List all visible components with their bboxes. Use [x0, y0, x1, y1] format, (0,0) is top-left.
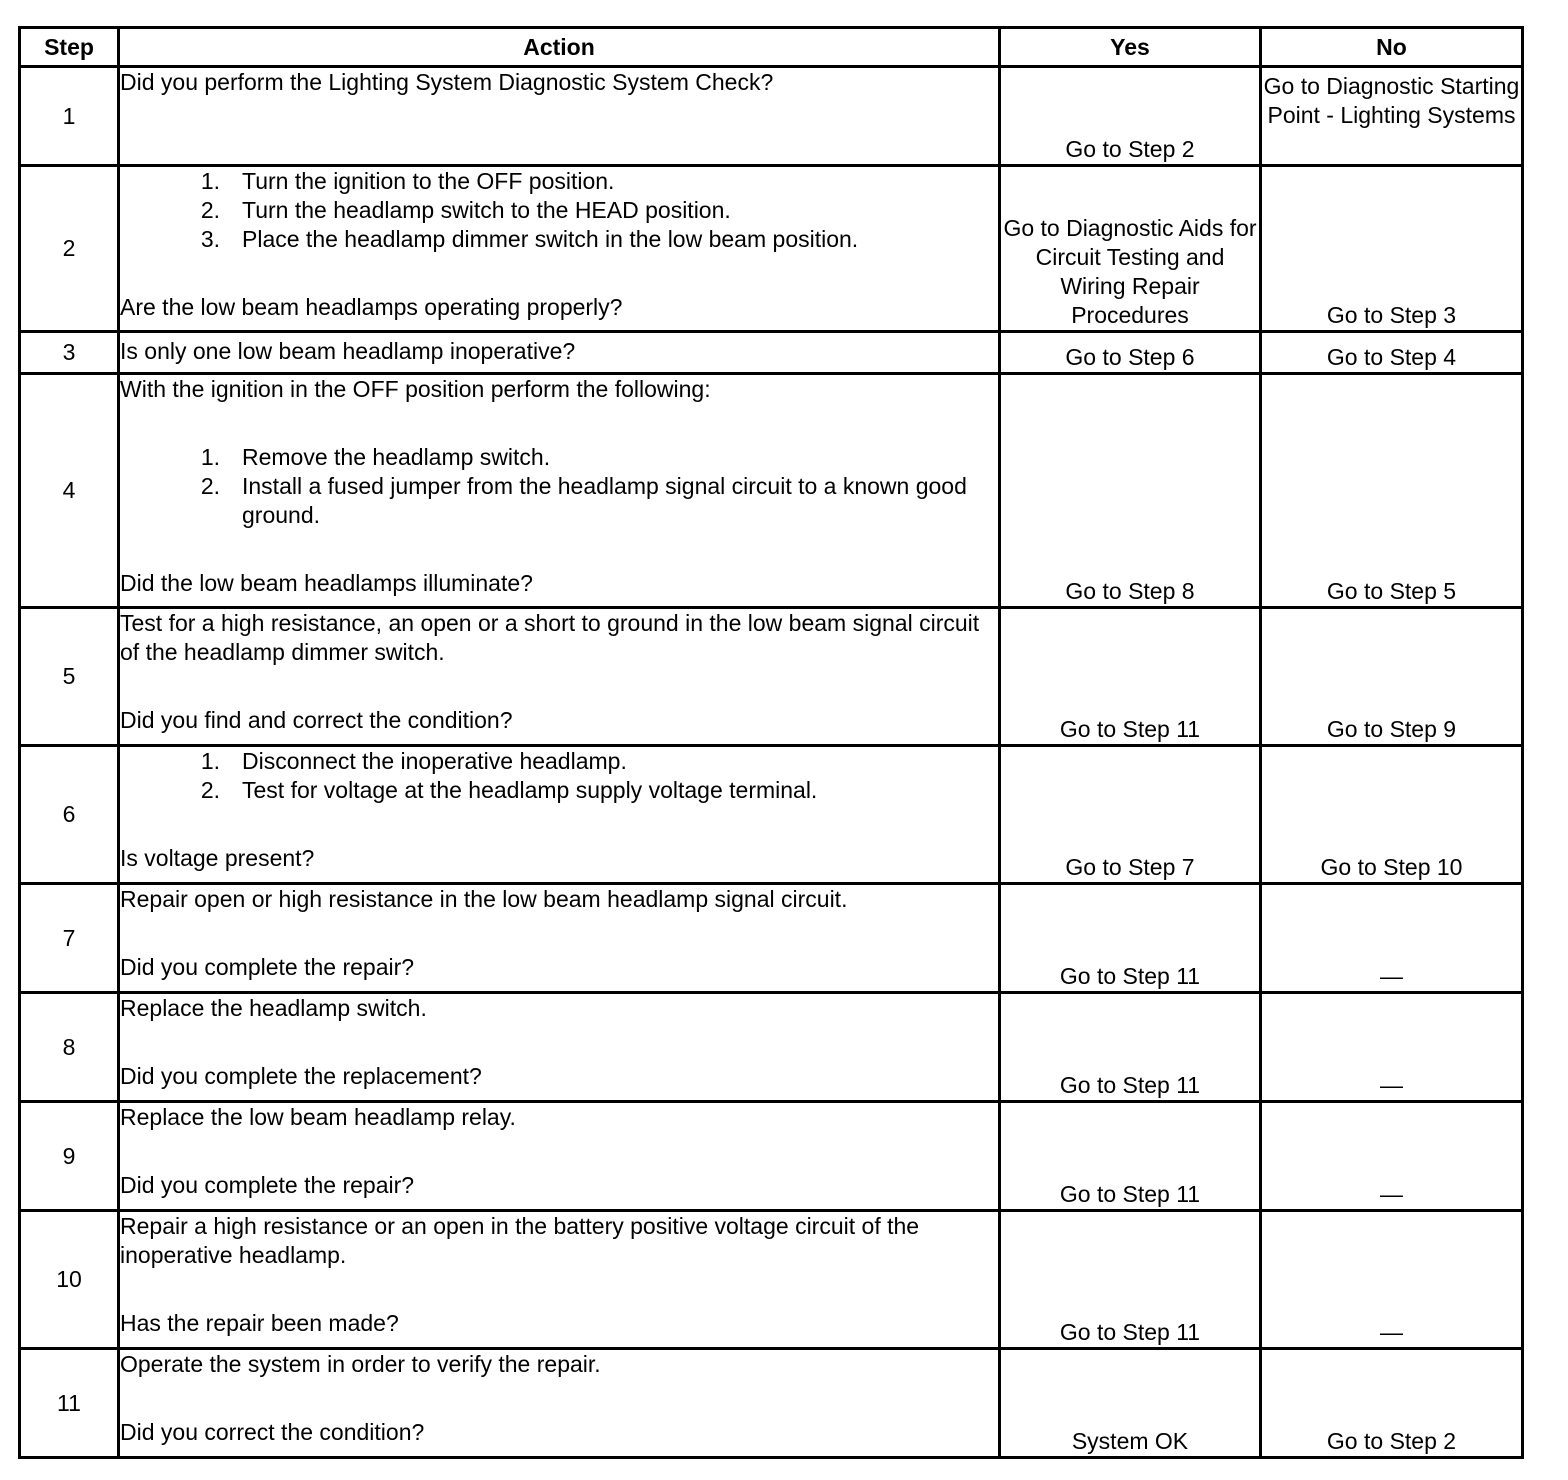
diagnostic-table — [18, 26, 1524, 1459]
action-cell — [119, 1349, 1000, 1458]
table-row — [20, 1349, 1523, 1458]
procedure-list — [120, 747, 998, 805]
table-row — [20, 166, 1523, 332]
question-text: Did you find and correct the condition? — [120, 707, 513, 733]
yes-cell: Go to Step 11 — [1000, 884, 1261, 993]
action-cell — [119, 746, 1000, 884]
no-cell: — — [1261, 884, 1523, 993]
header-row — [20, 28, 1523, 67]
table-row — [20, 1211, 1523, 1349]
yes-cell: Go to Step 11 — [1000, 1102, 1261, 1211]
no-cell: — — [1261, 1211, 1523, 1349]
intro-text: Replace the headlamp switch. — [120, 995, 427, 1021]
no-cell: — — [1261, 993, 1523, 1102]
list-item: 1. Disconnect the inoperative headlamp. — [200, 748, 627, 774]
list-item: 3. Place the headlamp dimmer switch in the low beam position. — [200, 226, 859, 252]
intro-text: Operate the system in order to verify the repair. — [120, 1351, 601, 1377]
action-cell — [119, 67, 1000, 166]
question-text: Did you correct the condition? — [120, 1419, 425, 1445]
intro-text: Repair open or high resistance in the low beam headlamp signal circuit. — [120, 886, 848, 912]
no-cell: Go to Step 3 — [1261, 166, 1523, 332]
yes-cell: Go to Step 6 — [1000, 332, 1261, 374]
step-number: 10 — [20, 1211, 119, 1349]
header-no: No — [1261, 28, 1523, 67]
question-text: Did you perform the Lighting System Diagnostic System Check? — [120, 69, 774, 95]
no-cell: Go to Step 9 — [1261, 608, 1523, 746]
yes-cell: Go to Diagnostic Aids for Circuit Testing and Wiring Repair Procedures — [1000, 166, 1261, 332]
question-text: Is only one low beam headlamp inoperative? — [120, 338, 576, 364]
table-row — [20, 1102, 1523, 1211]
action-cell — [119, 993, 1000, 1102]
yes-cell: Go to Step 8 — [1000, 374, 1261, 608]
question-text: Has the repair been made? — [120, 1310, 399, 1336]
no-cell: Go to Step 5 — [1261, 374, 1523, 608]
step-number: 1 — [20, 67, 119, 166]
action-cell — [119, 608, 1000, 746]
step-number: 8 — [20, 993, 119, 1102]
question-text: Did you complete the repair? — [120, 954, 415, 980]
yes-cell: System OK — [1000, 1349, 1261, 1458]
list-item: 2. Install a fused jumper from the headlamp signal circuit to a known good ground. — [200, 473, 967, 528]
yes-cell: Go to Step 11 — [1000, 608, 1261, 746]
question-text: Did you complete the replacement? — [120, 1063, 482, 1089]
action-cell — [119, 1211, 1000, 1349]
yes-cell: Go to Step 7 — [1000, 746, 1261, 884]
intro-text: Repair a high resistance or an open in the battery positive voltage circuit of the inoperative headlamp. — [120, 1213, 920, 1268]
action-cell — [119, 374, 1000, 608]
step-number: 6 — [20, 746, 119, 884]
table-row — [20, 746, 1523, 884]
step-number: 4 — [20, 374, 119, 608]
table-row — [20, 67, 1523, 166]
header-yes: Yes — [1000, 28, 1261, 67]
list-item: 1. Turn the ignition to the OFF position. — [200, 168, 615, 194]
step-number: 5 — [20, 608, 119, 746]
no-cell: Go to Step 4 — [1261, 332, 1523, 374]
intro-text: With the ignition in the OFF position perform the following: — [120, 376, 711, 402]
yes-cell: Go to Step 11 — [1000, 1211, 1261, 1349]
no-cell: Go to Step 2 — [1261, 1349, 1523, 1458]
list-item: 2. Test for voltage at the headlamp supply voltage terminal. — [200, 777, 818, 803]
table-row — [20, 884, 1523, 993]
question-text: Are the low beam headlamps operating properly? — [120, 294, 623, 320]
table-row — [20, 993, 1523, 1102]
step-number: 3 — [20, 332, 119, 374]
table-row — [20, 374, 1523, 608]
no-cell: Go to Diagnostic Starting Point - Lighting Systems — [1261, 67, 1523, 166]
step-number: 7 — [20, 884, 119, 993]
action-cell — [119, 332, 1000, 374]
action-cell — [119, 1102, 1000, 1211]
step-number: 11 — [20, 1349, 119, 1458]
yes-cell: Go to Step 11 — [1000, 993, 1261, 1102]
yes-cell: Go to Step 2 — [1000, 67, 1261, 166]
step-number: 9 — [20, 1102, 119, 1211]
procedure-list — [120, 167, 998, 254]
table-row — [20, 332, 1523, 374]
header-step: Step — [20, 28, 119, 67]
procedure-list — [120, 443, 998, 530]
action-cell — [119, 166, 1000, 332]
action-cell — [119, 884, 1000, 993]
intro-text: Test for a high resistance, an open or a short to ground in the low beam signal circuit of the headlamp dimmer switch. — [120, 610, 980, 665]
list-item: 1. Remove the headlamp switch. — [200, 444, 551, 470]
header-action: Action — [119, 28, 1000, 67]
question-text: Did you complete the repair? — [120, 1172, 415, 1198]
question-text: Did the low beam headlamps illuminate? — [120, 570, 533, 596]
question-text: Is voltage present? — [120, 845, 315, 871]
no-cell: Go to Step 10 — [1261, 746, 1523, 884]
step-number: 2 — [20, 166, 119, 332]
list-item: 2. Turn the headlamp switch to the HEAD position. — [200, 197, 731, 223]
table-row — [20, 608, 1523, 746]
intro-text: Replace the low beam headlamp relay. — [120, 1104, 516, 1130]
no-cell: — — [1261, 1102, 1523, 1211]
